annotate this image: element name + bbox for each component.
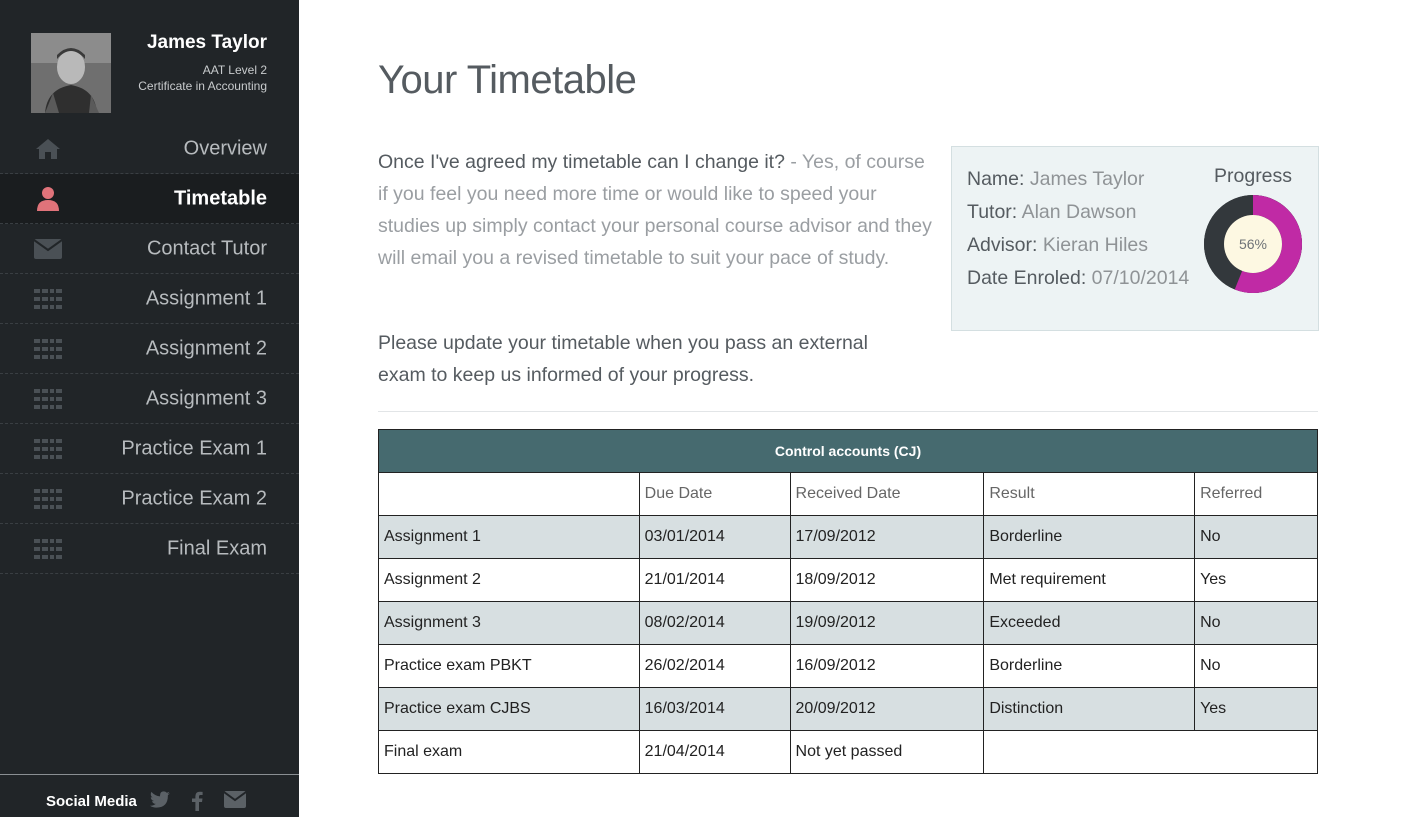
sidebar-item-contact-tutor[interactable]	[0, 224, 299, 274]
cell-received-date: 20/09/2012	[790, 688, 984, 731]
info-tutor-label: Tutor:	[967, 201, 1018, 223]
table-row	[379, 688, 1318, 731]
progress-label: Progress	[1214, 165, 1293, 187]
sidebar-item-label: Contact Tutor	[146, 237, 267, 259]
grid-icon	[34, 487, 62, 511]
cell-referred: Yes	[1195, 688, 1318, 731]
table-caption-row	[379, 430, 1318, 473]
page-title: Your Timetable	[378, 58, 637, 102]
facebook-icon[interactable]	[191, 791, 203, 816]
table-caption: Control accounts (CJ)	[379, 430, 1318, 473]
grid-icon	[34, 337, 62, 361]
faq-paragraph	[378, 146, 938, 274]
sidebar-item-label: Practice Exam 1	[121, 437, 267, 459]
cell-received-date: 16/09/2012	[790, 645, 984, 688]
cell-due-date: 21/04/2014	[639, 731, 790, 774]
sidebar-item-assignment-2[interactable]	[0, 324, 299, 374]
sidebar-item-label: Practice Exam 2	[121, 487, 267, 509]
sidebar-item-label: Timetable	[174, 187, 267, 209]
cell-item: Practice exam PBKT	[379, 645, 640, 688]
sidebar-item-practice-exam-1[interactable]	[0, 424, 299, 474]
sidebar-nav	[0, 124, 299, 574]
cell-due-date: 26/02/2014	[639, 645, 790, 688]
sidebar-item-assignment-1[interactable]	[0, 274, 299, 324]
cell-received-date: Not yet passed	[790, 731, 984, 774]
twitter-icon[interactable]	[150, 791, 170, 814]
info-name-label: Name:	[967, 168, 1025, 190]
sidebar-item-label: Final Exam	[166, 537, 267, 559]
cell-result: Exceeded	[984, 602, 1195, 645]
info-name-row	[967, 163, 1189, 196]
cell-due-date: 08/02/2014	[639, 602, 790, 645]
grid-icon	[34, 287, 62, 311]
sidebar-item-assignment-3[interactable]	[0, 374, 299, 424]
info-name-value: James Taylor	[1029, 168, 1145, 190]
table-row	[379, 645, 1318, 688]
student-info-box	[951, 146, 1319, 331]
sidebar-item-label: Assignment 2	[145, 337, 267, 359]
info-enroled-row	[967, 262, 1189, 295]
cell-received-date: 19/09/2012	[790, 602, 984, 645]
course-title: Certificate in Accounting	[138, 79, 267, 93]
info-advisor-row	[967, 229, 1189, 262]
cell-due-date: 21/01/2014	[639, 559, 790, 602]
info-enroled-label: Date Enroled:	[967, 267, 1087, 289]
main-content	[299, 0, 1416, 817]
cell-result: Met requirement	[984, 559, 1195, 602]
info-tutor-value: Alan Dawson	[1021, 201, 1137, 223]
cell-empty	[984, 731, 1318, 774]
column-header-received-date: Received Date	[790, 473, 984, 516]
update-note: Please update your timetable when you pass an external exam to keep us informed of your progress.	[378, 332, 868, 386]
grid-icon	[34, 387, 62, 411]
envelope-icon	[34, 237, 62, 261]
sidebar	[0, 0, 299, 817]
info-enroled-value: 07/10/2014	[1091, 267, 1190, 289]
sidebar-item-final-exam[interactable]	[0, 524, 299, 574]
table-row	[379, 516, 1318, 559]
home-icon	[34, 137, 62, 161]
profile	[0, 0, 299, 124]
cell-referred: No	[1195, 602, 1318, 645]
table-row-final-exam	[379, 731, 1318, 774]
cell-received-date: 18/09/2012	[790, 559, 984, 602]
info-advisor-value: Kieran Hiles	[1042, 234, 1149, 256]
social-media-label: Social Media	[46, 793, 137, 810]
cell-item: Assignment 1	[379, 516, 640, 559]
sidebar-item-label: Assignment 3	[145, 387, 267, 409]
column-header-due-date: Due Date	[639, 473, 790, 516]
user-icon	[34, 187, 62, 211]
sidebar-item-practice-exam-2[interactable]	[0, 474, 299, 524]
profile-name: James Taylor	[146, 32, 267, 53]
envelope-icon[interactable]	[224, 791, 246, 813]
cell-item: Practice exam CJBS	[379, 688, 640, 731]
cell-referred: No	[1195, 645, 1318, 688]
table-header-row	[379, 473, 1318, 516]
cell-referred: Yes	[1195, 559, 1318, 602]
cell-result: Distinction	[984, 688, 1195, 731]
cell-referred: No	[1195, 516, 1318, 559]
grid-icon	[34, 437, 62, 461]
cell-item: Assignment 2	[379, 559, 640, 602]
sidebar-item-label: Assignment 1	[145, 287, 267, 309]
cell-result: Borderline	[984, 645, 1195, 688]
progress-donut	[1202, 193, 1304, 295]
cell-due-date: 16/03/2014	[639, 688, 790, 731]
sidebar-item-overview[interactable]	[0, 124, 299, 174]
sidebar-item-timetable[interactable]	[0, 174, 299, 224]
grid-icon	[34, 537, 62, 561]
column-header-result: Result	[984, 473, 1195, 516]
timetable-table	[378, 429, 1318, 774]
column-header-referred: Referred	[1195, 473, 1318, 516]
course-level: AAT Level 2	[202, 63, 267, 77]
column-header	[379, 473, 640, 516]
table-row	[379, 559, 1318, 602]
cell-due-date: 03/01/2014	[639, 516, 790, 559]
social-media-bar	[0, 774, 299, 818]
sidebar-item-label: Overview	[183, 137, 267, 159]
cell-received-date: 17/09/2012	[790, 516, 984, 559]
student-info-list	[967, 163, 1189, 295]
table-row	[379, 602, 1318, 645]
cell-item: Final exam	[379, 731, 640, 774]
info-tutor-row	[967, 196, 1189, 229]
faq-answer: - Yes, of course if you feel you need more time or would like to speed your studies up simply contact your personal course advisor and they will email you a revised timetable to suit your pace of study.	[378, 151, 932, 269]
faq-question: Once I've agreed my timetable can I change it?	[378, 151, 785, 173]
cell-result: Borderline	[984, 516, 1195, 559]
info-advisor-label: Advisor:	[967, 234, 1038, 256]
cell-item: Assignment 3	[379, 602, 640, 645]
progress-percent-text: 56%	[1238, 236, 1268, 252]
profile-course	[67, 62, 267, 94]
divider	[378, 411, 1318, 412]
